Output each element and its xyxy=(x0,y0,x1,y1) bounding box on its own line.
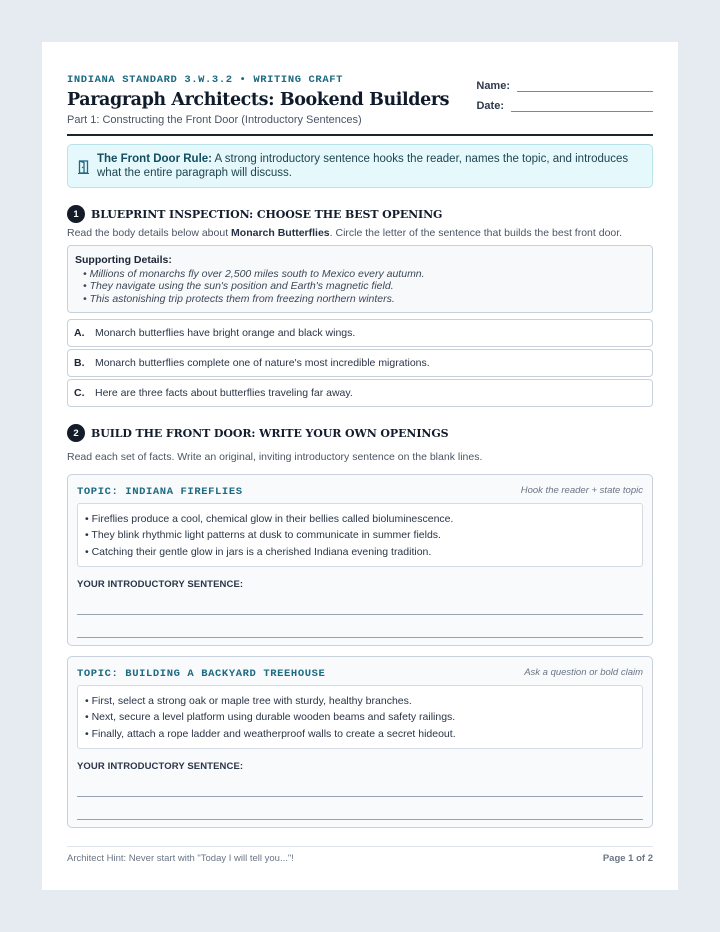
choice-letter: B. xyxy=(74,357,85,369)
fact-item: • Fireflies produce a cool, chemical glow in their bellies called bioluminescence. xyxy=(85,513,454,525)
footer-divider xyxy=(67,846,653,847)
fact-item: • First, select a strong oak or maple tree with sturdy, healthy branches. xyxy=(85,695,412,707)
answer-label: YOUR INTRODUCTORY SENTENCE: xyxy=(77,579,244,590)
choice-text: Monarch butterflies have bright orange and black wings. xyxy=(95,327,356,339)
topic-heading: TOPIC: BUILDING A BACKYARD TREEHOUSE xyxy=(77,668,326,680)
choice-letter: C. xyxy=(74,387,85,399)
date-field[interactable] xyxy=(476,100,653,112)
topic-hint: Hook the reader + state topic xyxy=(520,485,643,496)
section-2-heading xyxy=(67,424,448,442)
topic-facts-box xyxy=(77,503,643,567)
topic-heading: TOPIC: INDIANA FIREFLIES xyxy=(77,486,243,498)
choice-a[interactable] xyxy=(67,319,653,347)
topic-card-fireflies xyxy=(67,474,653,646)
supporting-details-box xyxy=(67,245,653,313)
fact-item: • Catching their gentle glow in jars is a cherished Indiana evening tradition. xyxy=(85,545,432,558)
writing-line[interactable] xyxy=(77,614,643,615)
detail-item: • Millions of monarchs fly over 2,500 miles south to Mexico every autumn. xyxy=(83,268,425,280)
section-1-number: 1 xyxy=(67,205,85,223)
name-line[interactable] xyxy=(517,82,653,92)
name-field[interactable] xyxy=(476,80,653,92)
front-door-rule-callout xyxy=(67,144,653,188)
fact-item: • Finally, attach a rope ladder and weatherproof walls to create a secret hideout. xyxy=(85,727,456,740)
section-1-heading xyxy=(67,205,442,223)
details-heading: Supporting Details: xyxy=(75,254,172,266)
fact-item: • They blink rhythmic light patterns at dusk to communicate in summer fields. xyxy=(85,529,441,542)
intro-text-end: . Circle the letter of the sentence that builds the best front door. xyxy=(329,227,623,239)
rule-label: The Front Door Rule: xyxy=(97,153,212,165)
detail-item: • This astonishing trip protects them from freezing northern winters. xyxy=(83,292,395,305)
choice-b[interactable] xyxy=(67,349,653,377)
header-divider xyxy=(67,134,653,136)
intro-text-start: Read the body details below about xyxy=(67,227,232,239)
page-title: Paragraph Architects: Bookend Builders xyxy=(67,90,450,110)
standard-label: INDIANA STANDARD 3.W.3.2 • WRITING CRAFT xyxy=(67,74,344,86)
detail-item: • They navigate using the sun's position and Earth's magnetic field. xyxy=(83,280,394,293)
footer-hint: Architect Hint: Never start with "Today I will tell you..."! xyxy=(67,853,294,864)
topic-card-treehouse xyxy=(67,656,653,828)
section-2-intro: Read each set of facts. Write an original, inviting introductory sentence on the blank lines. xyxy=(67,451,483,463)
section-1-intro xyxy=(67,227,622,239)
choice-c[interactable] xyxy=(67,379,653,407)
topic-facts-box xyxy=(77,685,643,749)
rule-text: A strong introductory sentence hooks the reader, names the topic, and introduces what the entire paragraph will discuss. xyxy=(97,153,629,179)
writing-line[interactable] xyxy=(77,819,643,820)
topic-hint: Ask a question or bold claim xyxy=(524,667,643,678)
page-number: Page 1 of 2 xyxy=(602,853,653,864)
date-line[interactable] xyxy=(511,102,653,112)
date-label: Date: xyxy=(476,100,504,112)
section-2-title: BUILD THE FRONT DOOR: WRITE YOUR OWN OPENINGS xyxy=(91,426,449,440)
door-icon xyxy=(77,160,90,178)
answer-label: YOUR INTRODUCTORY SENTENCE: xyxy=(77,761,244,772)
writing-line[interactable] xyxy=(77,637,643,638)
choice-letter: A. xyxy=(74,327,85,339)
fact-item: • Next, secure a level platform using durable wooden beams and safety railings. xyxy=(85,711,456,724)
name-label: Name: xyxy=(476,80,510,92)
choice-text: Monarch butterflies complete one of nature's most incredible migrations. xyxy=(95,357,430,369)
choice-text: Here are three facts about butterflies traveling far away. xyxy=(95,387,353,399)
worksheet-page xyxy=(42,42,678,890)
intro-topic: Monarch Butterflies xyxy=(231,227,330,239)
writing-line[interactable] xyxy=(77,796,643,797)
section-1-title: BLUEPRINT INSPECTION: CHOOSE THE BEST OPENING xyxy=(91,207,443,221)
page-subtitle: Part 1: Constructing the Front Door (Introductory Sentences) xyxy=(67,114,362,126)
header xyxy=(67,42,653,136)
section-2-number: 2 xyxy=(67,424,85,442)
